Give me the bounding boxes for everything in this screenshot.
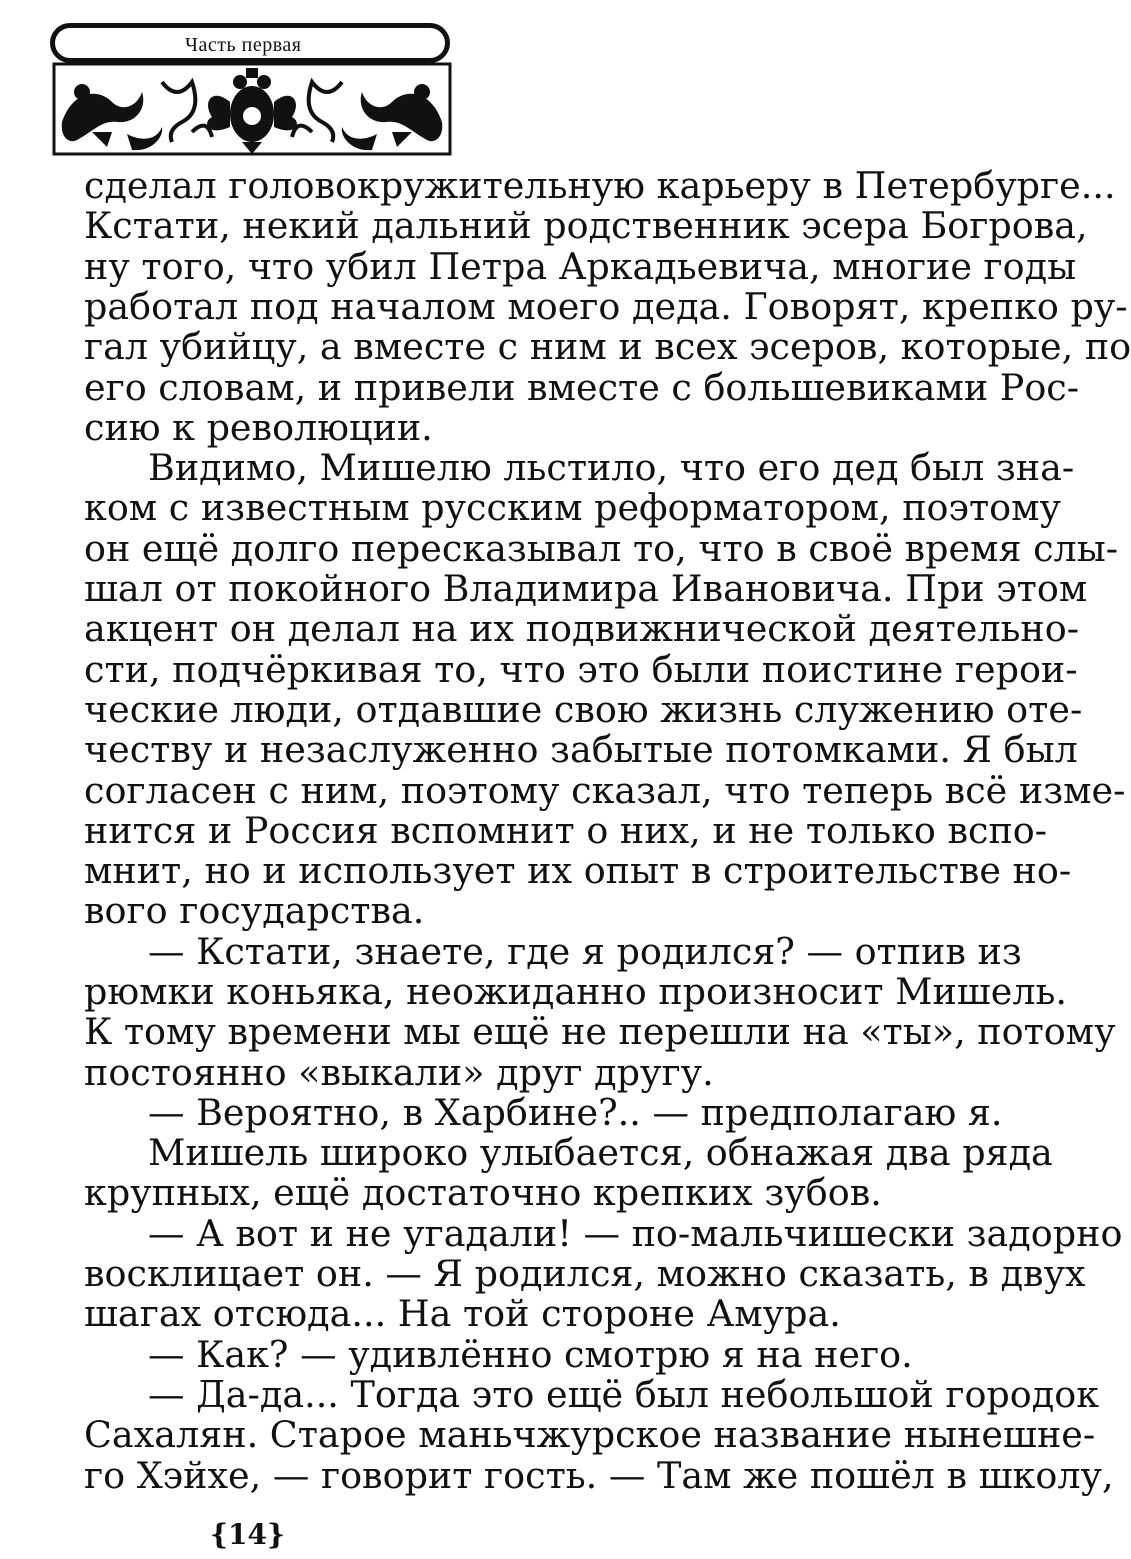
dragon-and-eagle-ornament-icon <box>52 62 452 156</box>
text-line: го Хэйхе, — говорит гость. — Там же пошёл в школу, <box>84 1454 1114 1497</box>
text-line: постоянно «выкали» друг другу. <box>84 1051 714 1094</box>
text-line: Видимо, Мишелю льстило, что его дед был зна- <box>148 446 1075 489</box>
text-line: — А вот и не угадали! — по-мальчишески задорно <box>148 1212 1123 1255</box>
text-line: сию к революции. <box>84 406 433 449</box>
section-header <box>50 23 450 63</box>
text-line: гал убийцу, а вместе с ним и всех эсеров, которые, по <box>84 325 1131 368</box>
text-line: сти, подчёркивая то, что это были поистине герои- <box>84 648 1078 691</box>
text-line: согласен с ним, поэтому сказал, что теперь всё изме- <box>84 769 1126 812</box>
text-line: шагах отсюда... На той стороне Амура. <box>84 1292 841 1335</box>
text-line: мнит, но и использует их опыт в строительстве но- <box>84 849 1072 892</box>
text-line: ческие люди, отдавшие свою жизнь служению оте- <box>84 688 1083 731</box>
text-line: вого государства. <box>84 889 425 932</box>
text-line: — Кстати, знаете, где я родился? — отпив из <box>148 930 1022 973</box>
text-line: ну того, что убил Петра Аркадьевича, многие годы <box>84 245 1077 288</box>
text-line: рюмки коньяка, неожиданно произносит Мишель. <box>84 970 1068 1013</box>
text-line: К тому времени мы ещё не перешли на «ты», потому <box>84 1010 1116 1053</box>
text-line: крупных, ещё достаточно крепких зубов. <box>84 1171 882 1214</box>
text-line: работал под началом моего деда. Говорят, крепко ру- <box>84 285 1128 328</box>
text-line: честву и незаслуженно забытые потомками. Я был <box>84 728 1078 771</box>
text-line: — Вероятно, в Харбине?.. — предполагаю я. <box>148 1091 1003 1134</box>
section-title: Часть первая <box>185 34 302 56</box>
text-line: ком с известным русским реформатором, поэтому <box>84 486 1061 529</box>
text-line: сделал головокружительную карьеру в Петербурге... <box>84 164 1116 207</box>
text-line: — Да-да... Тогда это ещё был небольшой городок <box>148 1373 1100 1416</box>
text-line: Сахалян. Старое маньчжурское название нынешне- <box>84 1413 1096 1456</box>
text-line: шал от покойного Владимира Ивановича. При этом <box>84 567 1088 610</box>
text-line: — Как? — удивлённо смотрю я на него. <box>148 1333 913 1376</box>
text-line: акцент он делал на их подвижнической деятельно- <box>84 607 1080 650</box>
text-line: Мишель широко улыбается, обнажая два ряда <box>148 1131 1053 1174</box>
text-line: он ещё долго пересказывал то, что в своё время слы- <box>84 527 1119 570</box>
page-number: {14} <box>210 1518 285 1551</box>
text-line: его словам, и привели вместе с большевиками Рос- <box>84 366 1080 409</box>
text-line: восклицает он. — Я родился, можно сказать, в двух <box>84 1252 1086 1295</box>
text-line: Кстати, некий дальний родственник эсера Богрова, <box>84 204 1088 247</box>
text-line: нится и Россия вспомнит о них, и не только вспо- <box>84 809 1048 852</box>
